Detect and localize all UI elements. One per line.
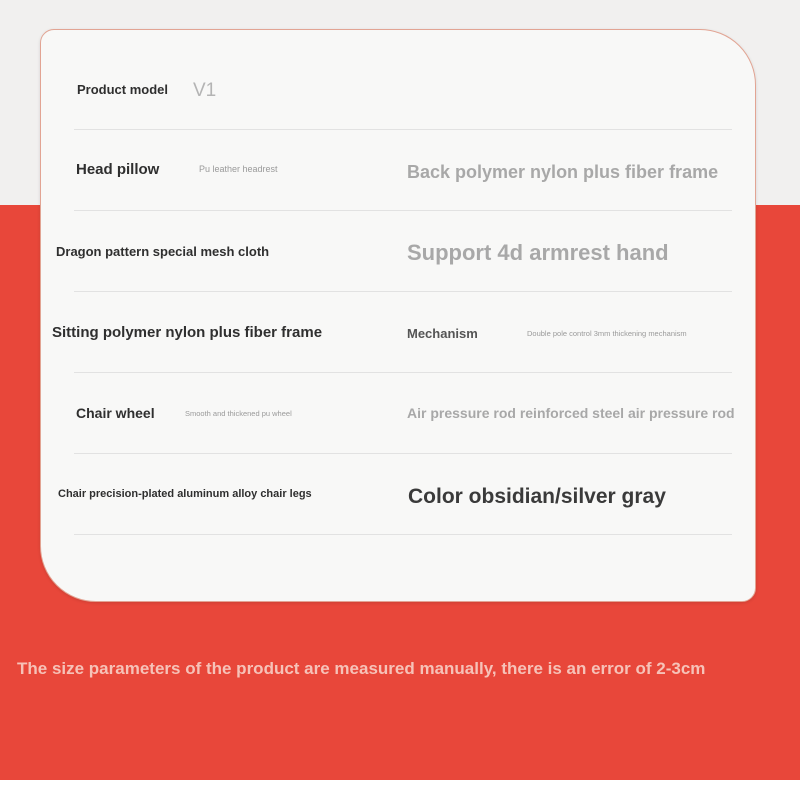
sitting-frame-text: Sitting polymer nylon plus fiber frame (52, 324, 323, 341)
bottom-background (0, 780, 800, 800)
color-text: Color obsidian/silver gray (408, 485, 666, 508)
mechanism-value: Double pole control 3mm thickening mechanism (527, 329, 687, 338)
chair-wheel-value: Smooth and thickened pu wheel (185, 409, 292, 418)
air-pressure-rod-text: Air pressure rod reinforced steel air pressure rod (407, 405, 735, 421)
product-model-label: Product model (77, 82, 169, 97)
head-pillow-value: Pu leather headrest (199, 164, 278, 174)
mechanism-label: Mechanism (407, 326, 478, 341)
divider (74, 291, 732, 292)
mesh-cloth-text: Dragon pattern special mesh cloth (56, 244, 270, 259)
divider (74, 534, 732, 535)
head-pillow-label: Head pillow (76, 161, 160, 178)
spec-card (40, 29, 756, 602)
armrest-text: Support 4d armrest hand (407, 240, 669, 265)
chair-wheel-label: Chair wheel (76, 405, 155, 421)
chair-legs-text: Chair precision-plated aluminum alloy chair legs (58, 488, 312, 500)
product-model-value: V1 (193, 80, 217, 101)
size-error-footnote: The size parameters of the product are measured manually, there is an error of 2-3cm (17, 659, 706, 678)
divider (74, 372, 732, 373)
back-frame-text: Back polymer nylon plus fiber frame (407, 162, 719, 182)
divider (74, 210, 732, 211)
divider (74, 129, 732, 130)
divider (74, 453, 732, 454)
